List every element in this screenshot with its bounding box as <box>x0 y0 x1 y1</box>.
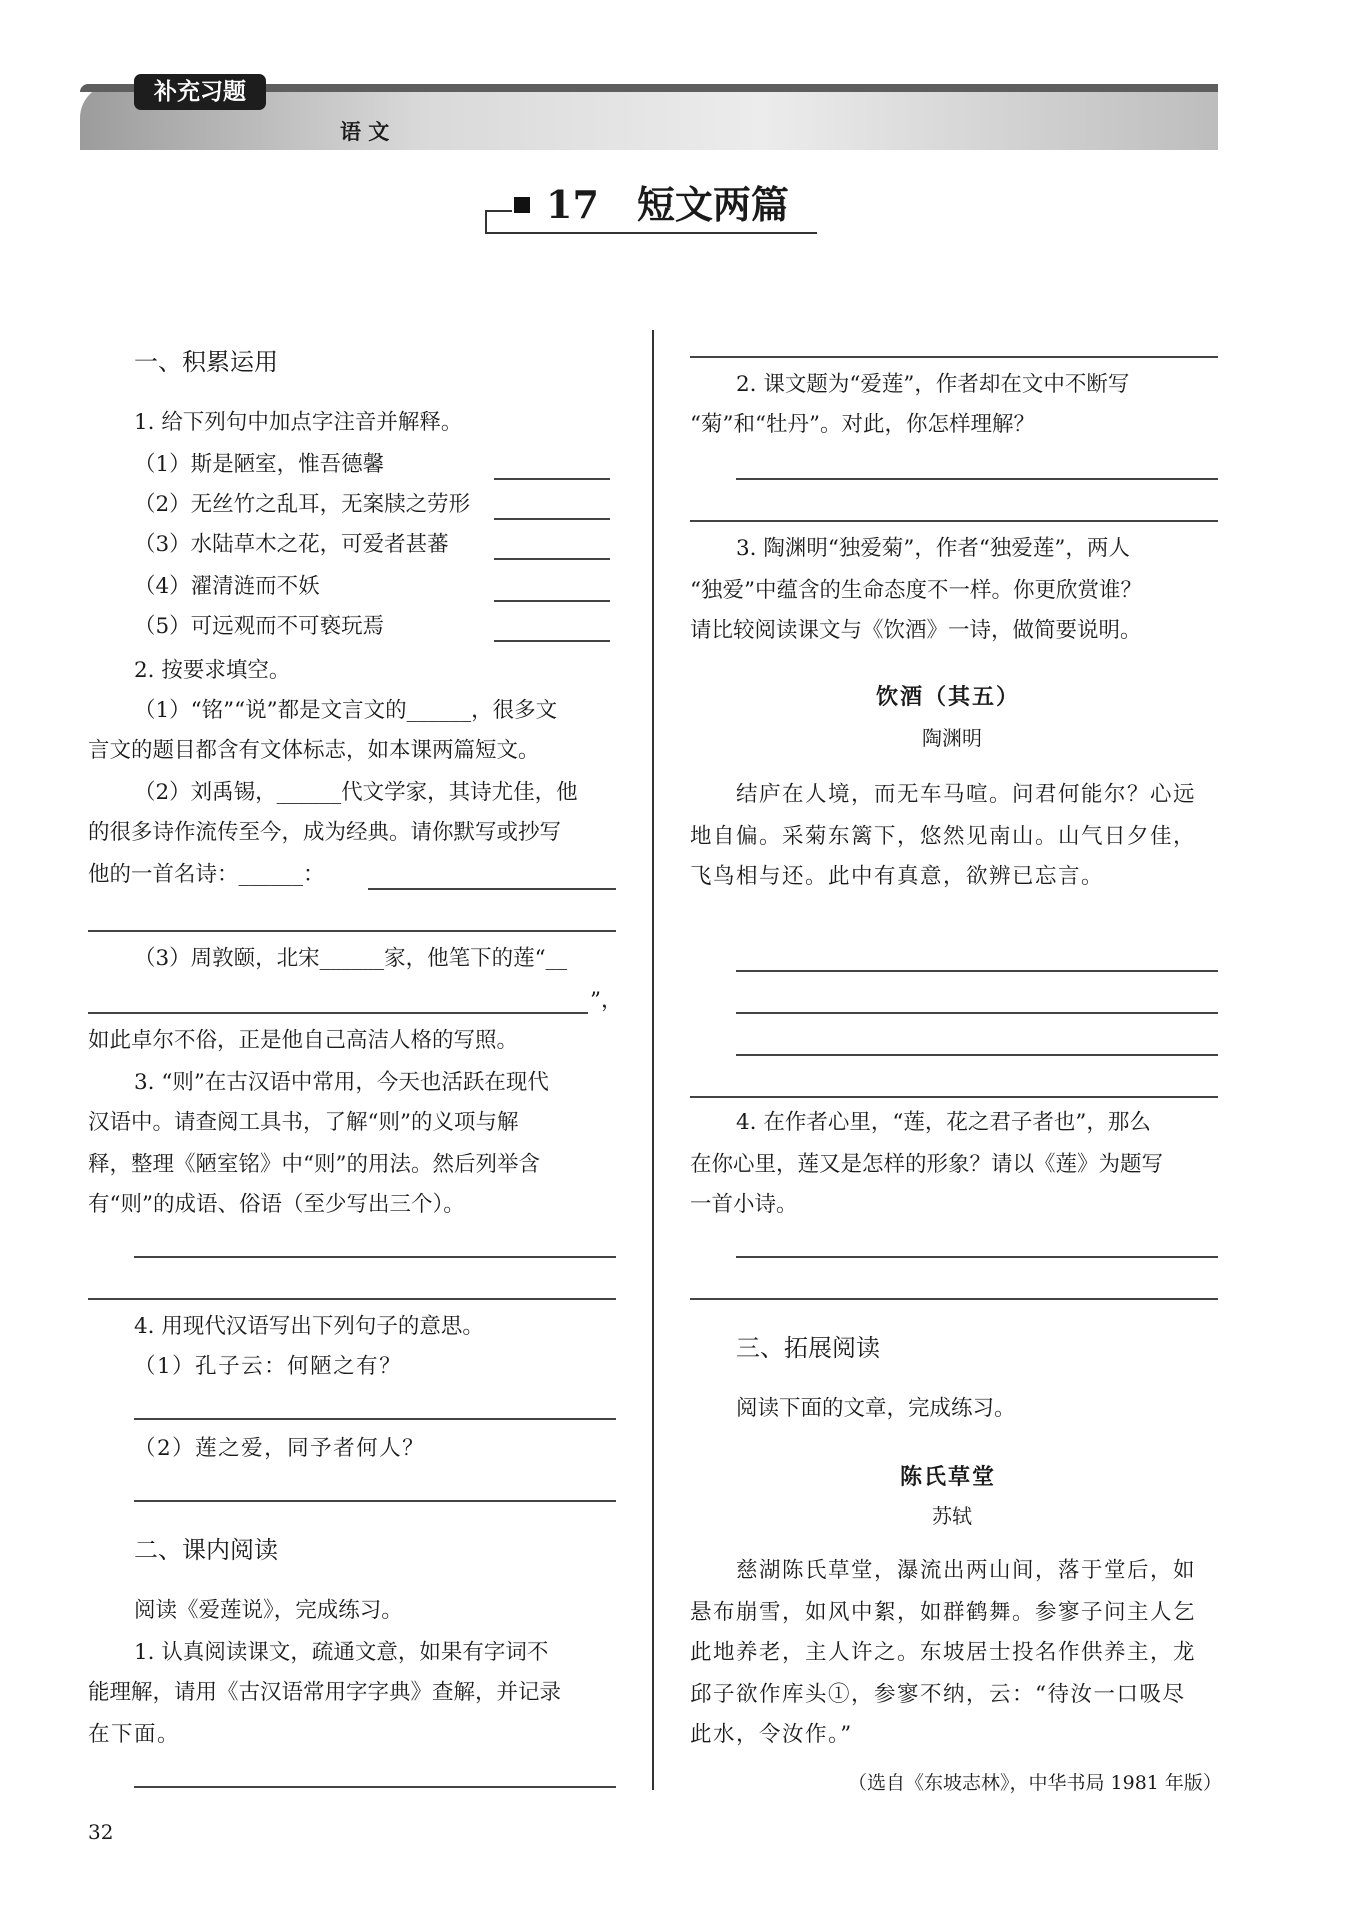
r3-line-a: 3. 陶渊明“独爱菊”，作者“独爱莲”，两人 <box>736 536 1130 561</box>
poem-line-2: 地自偏。采菊东篱下，悠然见南山。山气日夕佳， <box>690 824 1197 849</box>
reading-intro: 阅读《爱莲说》，完成练习。 <box>134 1598 403 1623</box>
section-heading-1: 一、积累运用 <box>134 348 278 376</box>
poem-title: 饮酒（其五） <box>876 684 1021 710</box>
article-line-1: 慈湖陈氏草堂，瀑流出两山间，落于堂后，如 <box>736 1558 1197 1583</box>
q2-3-line-b: ”， <box>590 988 623 1013</box>
answer-line[interactable] <box>494 600 610 602</box>
r2-line-b: “菊”和“牡丹”。对此，你怎样理解？ <box>690 412 1035 437</box>
header-subject: 语 文 <box>340 120 390 144</box>
section-heading-2: 二、课内阅读 <box>134 1536 278 1564</box>
answer-line[interactable] <box>88 1298 616 1300</box>
q2-3-line-c: 如此卓尔不俗，正是他自己高洁人格的写照。 <box>88 1028 519 1053</box>
answer-line[interactable] <box>736 1256 1218 1258</box>
q1-item-4: （4）濯清涟而不妖 <box>134 574 320 599</box>
title-square-icon <box>514 197 530 213</box>
answer-line[interactable] <box>368 888 616 890</box>
r3-line-b: “独爱”中蕴含的生命态度不一样。你更欣赏谁？ <box>690 578 1142 603</box>
page-number: 32 <box>88 1820 114 1844</box>
answer-line[interactable] <box>494 478 610 480</box>
q1-item-2: （2）无丝竹之乱耳，无案牍之劳形 <box>134 492 471 517</box>
answer-line[interactable] <box>494 558 610 560</box>
extended-reading-intro: 阅读下面的文章，完成练习。 <box>736 1396 1016 1421</box>
article-line-3: 此地养老，主人许之。东坡居士投名作供养主，龙 <box>690 1640 1197 1665</box>
answer-line[interactable] <box>736 1054 1218 1056</box>
answer-line[interactable] <box>88 1012 588 1014</box>
r4-line-a: 4. 在作者心里，“莲，花之君子者也”，那么 <box>736 1110 1151 1135</box>
r1-line-a: 1. 认真阅读课文，疏通文意，如果有字词不 <box>134 1640 549 1665</box>
article-line-5: 此水，令汝作。” <box>690 1722 853 1747</box>
q3-line-c: 释，整理《陋室铭》中“则”的用法。然后列举含 <box>88 1152 540 1177</box>
title-underline <box>485 232 817 234</box>
answer-line[interactable] <box>690 520 1218 522</box>
answer-line[interactable] <box>134 1786 616 1788</box>
poem-author: 陶渊明 <box>922 726 982 750</box>
r4-line-c: 一首小诗。 <box>690 1192 798 1217</box>
answer-line[interactable] <box>134 1418 616 1420</box>
column-divider <box>652 330 654 1790</box>
q2-2-line-c: 他的一首名诗：______： <box>88 862 325 887</box>
article-line-2: 悬布崩雪，如风中絮，如群鹤舞。参寥子问主人乞 <box>690 1600 1197 1625</box>
answer-line[interactable] <box>494 518 610 520</box>
q2-1-line-a: （1）“铭”“说”都是文言文的______，很多文 <box>134 698 558 723</box>
q4-item-1: （1）孔子云：何陋之有？ <box>134 1354 403 1379</box>
q2-1-line-b: 言文的题目都含有文体标志，如本课两篇短文。 <box>88 738 540 763</box>
r3-line-c: 请比较阅读课文与《饮酒》一诗，做简要说明。 <box>690 618 1142 643</box>
header-tag: 补充习题 <box>134 74 266 110</box>
article-author: 苏轼 <box>932 1504 972 1528</box>
r1-line-b: 能理解，请用《古汉语常用字字典》查解，并记录 <box>88 1680 562 1705</box>
q1-item-3: （3）水陆草木之花，可爱者甚蕃 <box>134 532 449 557</box>
answer-line[interactable] <box>494 640 610 642</box>
r2-line-a: 2. 课文题为“爱莲”，作者却在文中不断写 <box>736 372 1130 397</box>
answer-line[interactable] <box>736 478 1218 480</box>
answer-line[interactable] <box>690 356 1218 358</box>
q4-item-2: （2）莲之爱，同予者何人？ <box>134 1436 426 1461</box>
q4-text: 4. 用现代汉语写出下列句子的意思。 <box>134 1314 484 1339</box>
q2-text: 2. 按要求填空。 <box>134 658 291 683</box>
q1-text: 1. 给下列句中加点字注音并解释。 <box>134 410 463 435</box>
q3-line-a: 3. “则”在古汉语中常用，今天也活跃在现代 <box>134 1070 549 1095</box>
q2-3-line-a: （3）周敦颐，北宋______家，他笔下的莲“__ <box>134 946 568 971</box>
title-frame-top <box>485 210 512 212</box>
answer-line[interactable] <box>736 970 1218 972</box>
q2-2-line-b: 的很多诗作流传至今，成为经典。请你默写或抄写 <box>88 820 562 845</box>
poem-line-3: 飞鸟相与还。此中有真意，欲辨已忘言。 <box>690 864 1105 889</box>
answer-line[interactable] <box>690 1298 1218 1300</box>
answer-line[interactable] <box>134 1500 616 1502</box>
article-line-4: 邱子欲作库头①，参寥不纳，云：“待汝一口吸尽 <box>690 1682 1186 1707</box>
q1-item-1: （1）斯是陋室，惟吾德馨 <box>134 452 385 477</box>
article-source: （选自《东坡志林》，中华书局 1981 年版） <box>848 1772 1222 1794</box>
q1-item-5: （5）可远观而不可亵玩焉 <box>134 614 385 639</box>
section-heading-3: 三、拓展阅读 <box>736 1334 880 1362</box>
poem-line-1: 结庐在人境，而无车马喧。问君何能尔？心远 <box>736 782 1197 807</box>
lesson-title <box>514 180 789 230</box>
title-frame-side <box>485 210 487 234</box>
q3-line-d: 有“则”的成语、俗语（至少写出三个）。 <box>88 1192 465 1217</box>
article-title: 陈氏草堂 <box>900 1464 997 1490</box>
lesson-title-text: 短文两篇 <box>636 182 789 227</box>
answer-line[interactable] <box>736 1012 1218 1014</box>
r4-line-b: 在你心里，莲又是怎样的形象？请以《莲》为题写 <box>690 1152 1164 1177</box>
q2-2-line-a: （2）刘禹锡，______代文学家，其诗尤佳，他 <box>134 780 578 805</box>
r1-line-c: 在下面。 <box>88 1722 181 1747</box>
answer-line[interactable] <box>690 1096 1218 1098</box>
answer-line[interactable] <box>88 930 616 932</box>
lesson-number: 17 <box>546 182 599 227</box>
answer-line[interactable] <box>134 1256 616 1258</box>
q3-line-b: 汉语中。请查阅工具书，了解“则”的义项与解 <box>88 1110 519 1135</box>
